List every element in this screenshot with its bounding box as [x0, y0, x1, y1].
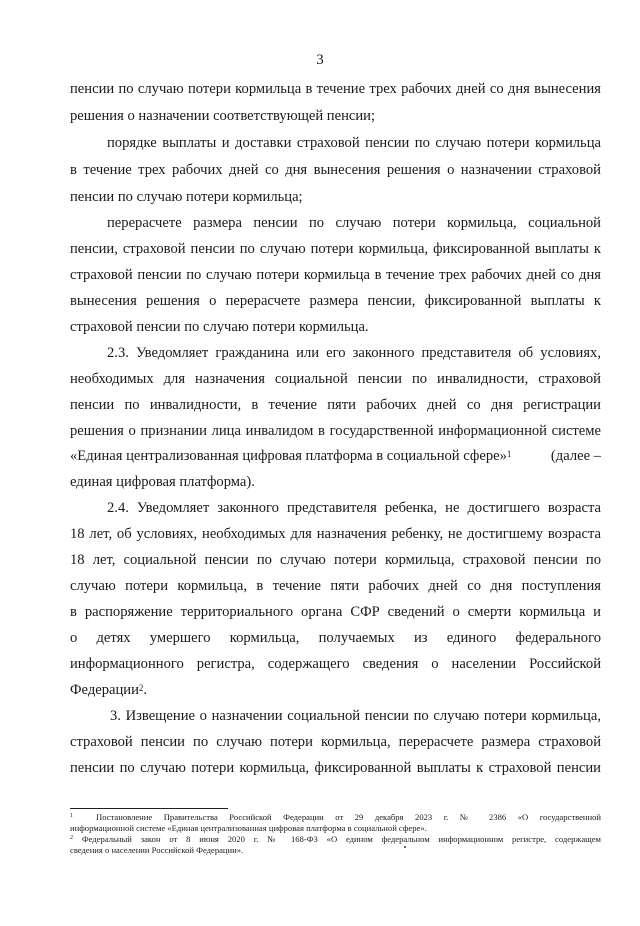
footnote-line [70, 834, 601, 846]
text-line: о детях умершего кормильца, получаемых из единого федерального [70, 630, 601, 646]
footnote-text: Федеральный закон от 8 июня 2020 г. № 168-ФЗ «О едином федеральном информационном регистре, содержащем [81, 834, 601, 844]
text-line: 2.3. Уведомляет гражданина или его законного представителя об условиях, [107, 345, 601, 361]
text-line-part [70, 446, 511, 466]
footnote-ref: 2 [138, 683, 144, 693]
text-line: пенсии по случаю потери кормильца в течение трех рабочих дней со дня вынесения [70, 81, 601, 97]
text-line: перерасчете размера пенсии по случаю потери кормильца, социальной [107, 215, 601, 231]
text-fragment: (далее – [550, 448, 601, 464]
footnote-line [70, 812, 601, 824]
text-line: в течение трех рабочих дней со дня вынесения решения о назначении страховой [70, 162, 601, 178]
text-line: страховой пенсии по случаю потери кормильца в течение трех рабочих дней со дня [70, 267, 601, 283]
text-line: вынесения решения о перерасчете размера пенсии, фиксированной выплаты к [70, 293, 601, 309]
text-line: пенсии по инвалидности, в течение пяти рабочих дней со дня регистрации [70, 397, 601, 413]
text-line: 3. Извещение о назначении социальной пенсии по случаю потери кормильца, [110, 708, 601, 724]
text-line: 2.4. Уведомляет законного представителя ребенка, не достигшего возраста [107, 500, 601, 516]
text-line [70, 446, 601, 466]
footnote-divider [70, 808, 228, 809]
text-line: порядке выплаты и доставки страховой пенсии по случаю потери кормильца [107, 135, 601, 151]
footnote-mark: 2 [70, 835, 73, 841]
text-line: страховой пенсии по случаю потери кормильца. [70, 319, 369, 335]
text-line: пенсии по случаю потери кормильца; [70, 189, 303, 205]
text-line: в распоряжение территориального органа СФР сведений о смерти кормильца и [70, 604, 601, 620]
footnote-mark: 1 [70, 813, 73, 819]
text-line: необходимых для назначения социальной пенсии по инвалидности, страховой [70, 371, 601, 387]
scan-speck [404, 846, 406, 848]
text-line: информационного регистра, содержащего сведения о населении Российской [70, 656, 601, 672]
text-fragment: «Единая централизованная цифровая платформа в социальной сфере» [70, 448, 507, 464]
footnote-line: информационной системе «Единая централизованная цифровая платформа в социальной сфере». [70, 823, 427, 833]
footnote-text: Постановление Правительства Российской Федерации от 29 декабря 2023 г. № 2386 «О государственной [96, 812, 601, 822]
page-number: 3 [316, 52, 324, 68]
text-line: пенсии, страховой пенсии по случаю потери кормильца, фиксированной выплаты к [70, 241, 601, 257]
text-line: решения о признании лица инвалидом в государственной информационной системе [70, 423, 601, 439]
text-fragment: Федерации [70, 682, 139, 698]
text-line: решения о назначении соответствующей пенсии; [70, 108, 376, 124]
text-line [70, 680, 601, 700]
text-fragment: . [143, 682, 148, 698]
text-line: страховой пенсии по случаю потери кормильца, перерасчете размера страховой [70, 734, 601, 750]
text-line: 18 лет, об условиях, необходимых для назначения ребенку, не достигшему возраста [70, 526, 601, 542]
text-line: пенсии по случаю потери кормильца, фиксированной выплаты к страховой пенсии [70, 760, 601, 776]
footnote-line: сведения о населении Российской Федерации». [70, 845, 244, 855]
text-line: случаю потери кормильца, в течение пяти рабочих дней со дня поступления [70, 578, 601, 594]
text-line: 18 лет, социальной пенсии по случаю потери кормильца, страховой пенсии по [70, 552, 601, 568]
text-line: единая цифровая платформа). [70, 474, 255, 490]
footnote-ref: 1 [506, 449, 512, 459]
